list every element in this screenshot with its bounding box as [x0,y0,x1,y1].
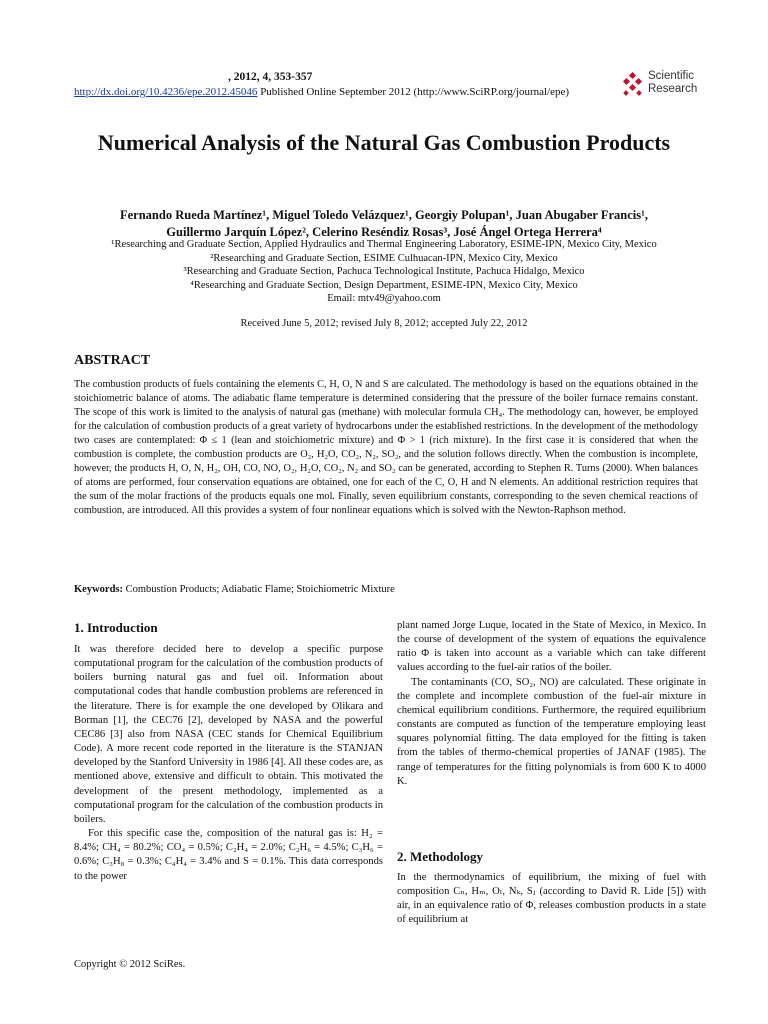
affiliations [60,238,708,306]
affiliation-2: ²Researching and Graduate Section, ESIME Culhuacan-IPN, Mexico City, Mexico [210,252,558,264]
logo-text [648,70,697,96]
authors-line-2: Guillermo Jarquín López², Celerino Reséndiz Rosas³, José Ángel Ortega Herrera⁴ [166,225,602,239]
logo-line2: Research [648,83,698,95]
methodology-column [397,871,706,928]
email: Email: mtv49@yahoo.com [327,293,441,305]
right-paragraph-2: The contaminants (CO, SO₂, NO) are calculated. These originate in the complete and incomplete combustion of the fuel-air mixture in chemical equilibrium conditions. Furthermore, the required equilibrium constants are computed as function of the temperature employing least squares polynomial fitting. The data employed for the fitting is taken from the tables of thermo-chemical properties of JANAF (1985). The range of temperatures for the fitting polynomials is from 600 K to 4000 K. [397,676,706,787]
intro-paragraph-2: For this specific case the, composition of the natural gas is: H₂ = 8.4%; CH₄ = 80.2%; CO₄ = 0.5%; C₂H₄ = 2.0%; C₂H₆ = 4.5%; C₃H₆ = 0.6%; C₃H₈ = 0.3%; C₄H₄ = 3.4% and S = 0.1%. This data corresponds to the power [74,828,383,882]
affiliation-4: ⁴Researching and Graduate Section, Design Department, ESIME-IPN, Mexico City, Mexico [190,279,578,291]
paper-title: Numerical Analysis of the Natural Gas Combustion Products [97,130,671,155]
published-text: Published Online September 2012 (http://www.SciRP.org/journal/epe) [257,86,570,98]
doi-link[interactable]: http://dx.doi.org/10.4236/epe.2012.45046 [74,86,258,98]
scientific-research-logo [620,70,700,102]
left-column [74,643,383,884]
doi-line [74,86,569,98]
right-column [397,619,706,789]
logo-mark-icon [620,72,646,98]
author-list [60,207,708,241]
intro-paragraph-1: It was therefore decided here to develop a specific purpose computational program for the calculation of the combustion products of boilers burning natural gas and fuel oil. Information about computational codes that handle combustion problems are referenced in the literature. There is for example the one developed by Olikara and Borman [1], the CEC76 [2], developed by NASA and the powerful CEC86 [3] also from NASA (CEC stands for Chemical Equilibrium Code). A more recent code reported in the literature is the STANJAN developed by the Stanford University in 1986 [4]. All these codes are, as mentioned above, extensive and difficult to obtain. This motivated the development of the present methodology, implemented as a computational program for the calculation of the combustion products in boilers. [74,644,383,825]
abstract-text: The combustion products of fuels containing the elements C, H, O, N and S are calculated. The methodology is based on the equations obtained in the stoichiometric balance of atoms. The adiabatic flame temperature is determined considering that the pressure of the boiler furnace remains constant. The scope of this work is limited to the analysis of natural gas (methane) with molecular formula CH₄. The methodology can, however, be employed for the calculation of combustion products of a great variety of hydrocarbons under the established restrictions. In the development of the methodology two cases are contemplated: Φ ≤ 1 (lean and stoichiometric mixture) and Φ > 1 (rich mixture). In the first case it is considered that when the combustion is complete, the combustion products are O₂, H₂O, CO₂, N₂, SO₂, and the solution follows directly. When the combustion is incomplete, however, the products H, O, N, H₂, OH, CO, NO, O₂, H₂O, CO₂, N₂ and SO₂ can be generated, according to Stephen R. Turns (2000). When balances of atoms are performed, four conservation equations are obtained, one for each of the C, O, H and N elements. An additional restriction requires that the sum of the molar fractions of the products equals one mol. Finally, seven equilibrium constants, corresponding to the seven chemical reactions of combustion, are introduced. All this provides a system of four nonlinear equations which is solved with the Newton-Raphson method. [74,379,698,516]
methodology-paragraph-1: In the thermodynamics of equilibrium, the mixing of fuel with composition Cₙ, Hₘ, Oₗ, Nₖ, Sⱼ (according to David R. Lide [5]) with air, in an equivalence ratio of Φ, releases combustion products in a state of equilibrium at [397,872,706,926]
keywords-text: Combustion Products; Adiabatic Flame; Stoichiometric Mixture [123,584,395,595]
keywords [74,584,395,595]
methodology-heading: 2. Methodology [397,849,483,864]
journal-citation: , 2012, 4, 353-357 [228,71,313,83]
intro-heading: 1. Introduction [74,620,158,635]
right-paragraph-1: plant named Jorge Luque, located in the State of Mexico, in Mexico. In the course of development of the system of equations the equivalence ratio Φ is taken into account as a variable which can take different values according to the fuel-air ratios of the boiler. [397,620,706,674]
affiliation-1: ¹Researching and Graduate Section, Applied Hydraulics and Thermal Engineering Laboratory, ESIME-IPN, Mexico City, Mexico [111,239,657,250]
abstract-heading: ABSTRACT [74,353,151,368]
received-dates: Received June 5, 2012; revised July 8, 2012; accepted July 22, 2012 [240,318,528,329]
keywords-label: Keywords: [74,584,123,595]
logo-line1: Scientific [648,70,695,82]
authors-line-1: Fernando Rueda Martínez¹, Miguel Toledo Velázquez¹, Georgiy Polupan¹, Juan Abugaber Francis¹, [120,208,648,222]
affiliation-3: ³Researching and Graduate Section, Pachuca Technological Institute, Pachuca Hidalgo, Mexico [183,266,585,278]
copyright-footer: Copyright © 2012 SciRes. [74,959,186,970]
